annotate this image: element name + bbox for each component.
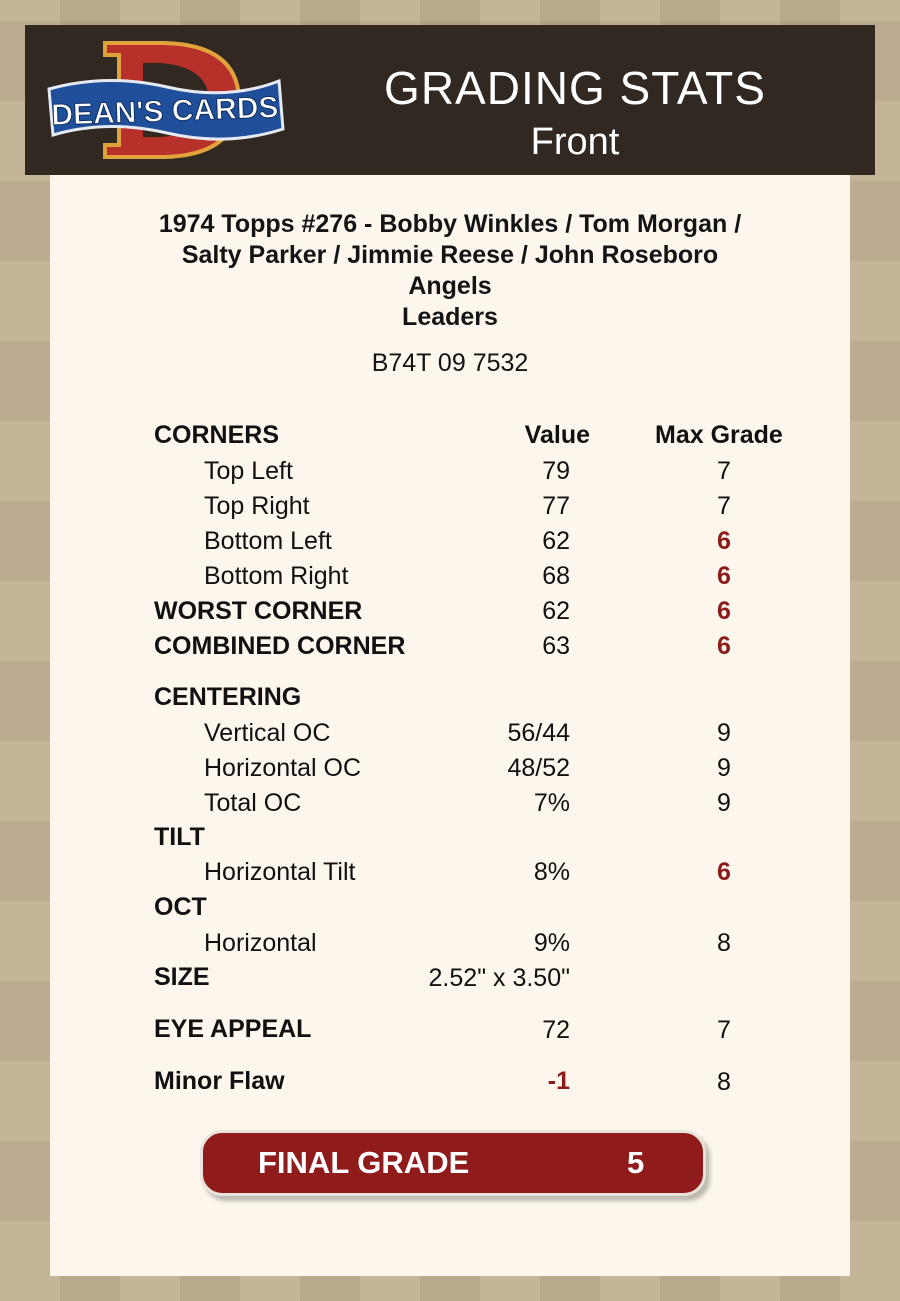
final-grade-value: 5 <box>627 1145 645 1180</box>
size-label: SIZE <box>154 963 210 991</box>
page-title: GRADING STATS <box>384 62 766 114</box>
minor-flaw-value: -1 <box>547 1067 570 1095</box>
row-label: Horizontal OC <box>204 754 361 782</box>
row-max-grade: 7 <box>717 457 731 485</box>
size-value: 2.52" x 3.50" <box>428 964 570 992</box>
row-label: Horizontal Tilt <box>204 858 356 886</box>
value-column-header: Value <box>524 421 590 449</box>
worst-corner-label: WORST CORNER <box>154 597 363 625</box>
row-value: 79 <box>542 457 570 485</box>
logo-text: DEAN'S CARDS <box>50 91 279 132</box>
eye-appeal-value: 72 <box>542 1016 570 1044</box>
row-max-grade: 9 <box>717 719 731 747</box>
row-value: 68 <box>542 562 570 590</box>
row-max-grade: 8 <box>717 929 731 957</box>
deans-cards-logo <box>47 37 287 162</box>
stats-panel <box>50 175 850 1276</box>
combined-corner-value: 63 <box>542 632 570 660</box>
minor-flaw-label: Minor Flaw <box>154 1067 285 1095</box>
row-value: 77 <box>542 492 570 520</box>
row-value: 8% <box>533 858 570 886</box>
row-max-grade: 6 <box>717 562 731 590</box>
row-label: Top Right <box>204 492 310 520</box>
row-label: Bottom Right <box>204 562 349 590</box>
page-subtitle: Front <box>530 121 620 163</box>
row-max-grade: 9 <box>717 789 731 817</box>
row-max-grade: 6 <box>717 527 731 555</box>
worst-corner-value: 62 <box>542 597 570 625</box>
oct-heading: OCT <box>154 893 207 921</box>
corners-heading: CORNERS <box>154 421 280 449</box>
header-bar <box>25 25 875 175</box>
row-value: 48/52 <box>507 754 570 782</box>
minor-flaw-max-grade: 8 <box>717 1068 731 1096</box>
row-label: Top Left <box>204 457 293 485</box>
card-title <box>140 209 760 333</box>
row-max-grade: 9 <box>717 754 731 782</box>
eye-appeal-label: EYE APPEAL <box>154 1015 312 1043</box>
eye-appeal-max-grade: 7 <box>717 1016 731 1044</box>
card-title-line: 1974 Topps #276 - Bobby Winkles / Tom Morgan / <box>158 210 742 238</box>
row-label: Horizontal <box>204 929 317 957</box>
row-label: Vertical OC <box>204 719 331 747</box>
final-grade-label: FINAL GRADE <box>258 1145 470 1180</box>
final-grade-badge <box>200 1130 706 1196</box>
max-grade-column-header: Max Grade <box>655 421 783 449</box>
card-title-line: Leaders <box>402 303 498 331</box>
worst-corner-max-grade: 6 <box>717 597 731 625</box>
row-value: 56/44 <box>507 719 570 747</box>
row-value: 9% <box>533 929 570 957</box>
tilt-heading: TILT <box>154 823 205 851</box>
serial-number: B74T 09 7532 <box>371 349 529 377</box>
row-label: Bottom Left <box>204 527 332 555</box>
row-value: 7% <box>533 789 570 817</box>
row-max-grade: 7 <box>717 492 731 520</box>
combined-corner-label: COMBINED CORNER <box>154 632 406 660</box>
row-value: 62 <box>542 527 570 555</box>
card-title-line: Salty Parker / Jimmie Reese / John Roseboro Angels <box>181 241 719 300</box>
row-label: Total OC <box>204 789 302 817</box>
centering-heading: CENTERING <box>154 683 302 711</box>
row-max-grade: 6 <box>717 858 731 886</box>
combined-corner-max-grade: 6 <box>717 632 731 660</box>
